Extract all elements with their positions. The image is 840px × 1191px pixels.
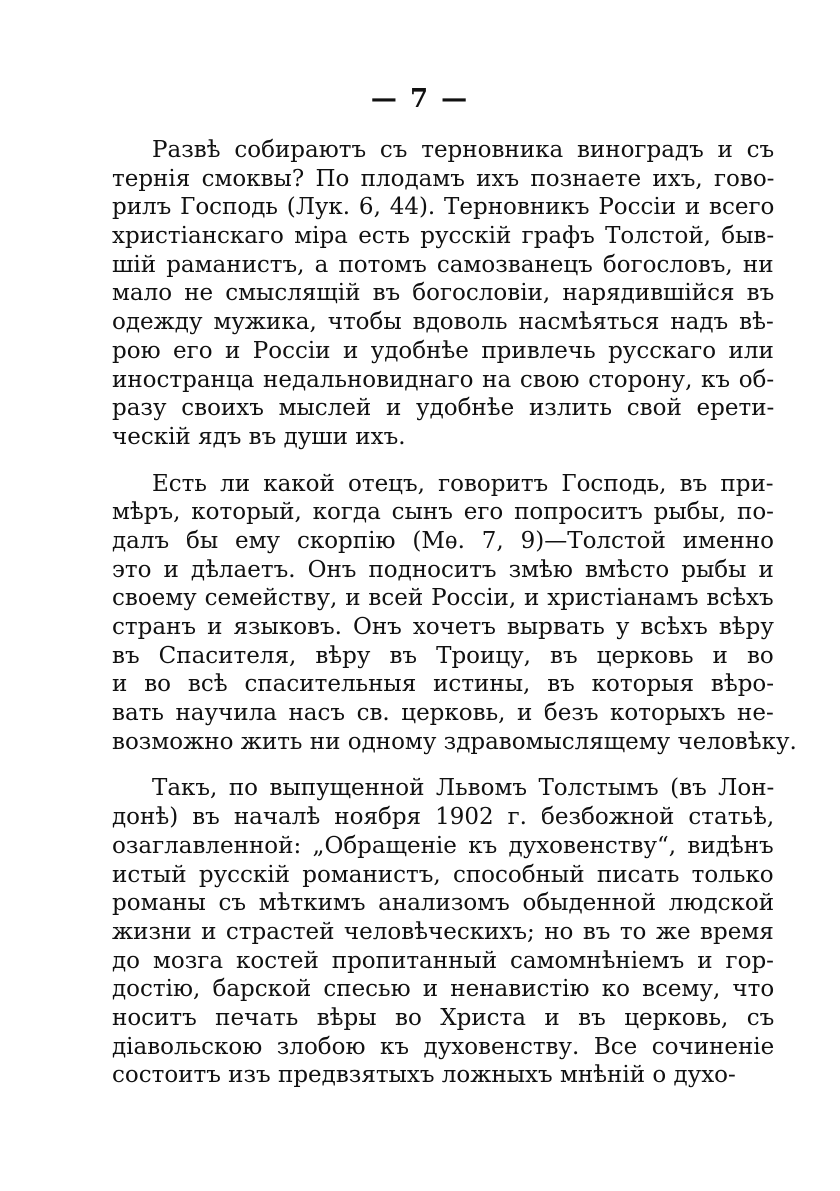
text-line: до мозга костей пропитанный самомнѣніемъ и гор-	[112, 947, 774, 974]
text-line: странъ и языковъ. Онъ хочетъ вырвать у всѣхъ вѣру	[112, 614, 774, 640]
text-line: одежду мужика, чтобы вдоволь насмѣяться надъ вѣ-	[112, 309, 774, 336]
text-line: далъ бы ему скорпію (Мѳ. 7, 9)—Толстой именно	[112, 527, 775, 554]
page-number: — 7 —	[370, 84, 470, 114]
body-text	[112, 136, 797, 1108]
text-line: состоитъ изъ предвзятыхъ ложныхъ мнѣній о духо-	[112, 1062, 736, 1089]
text-line: шій раманистъ, а потомъ самозванецъ богословъ, ни	[112, 251, 774, 278]
text-line: своему семейству, и всей Россіи, и христіанамъ всѣхъ	[112, 585, 774, 612]
text-line: рилъ Господь (Лук. 6, 44). Терновникъ Россіи и всего	[112, 194, 775, 221]
text-line: донѣ) въ началѣ ноября 1902 г. безбожной статьѣ,	[112, 804, 775, 831]
text-line: Есть ли какой отецъ, говоритъ Господь, въ при-	[152, 470, 774, 497]
text-line: романы съ мѣткимъ анализомъ обыденной людской	[112, 890, 775, 917]
text-line: озаглавленной: „Обращеніе къ духовенству“, видѣнъ	[112, 832, 774, 859]
paragraph	[112, 470, 797, 757]
text-line: достію, барской спесью и ненавистію ко всему, что	[112, 976, 775, 1003]
text-line: мало не смыслящій въ богословіи, нарядившійся въ	[112, 280, 775, 307]
text-line: истый русскій романистъ, способный писать только	[112, 861, 774, 888]
text-line: Такъ, по выпущенной Львомъ Толстымъ (въ Лон-	[152, 775, 775, 802]
text-line: діавольскою злобою къ духовенству. Все сочиненіе	[112, 1033, 775, 1060]
text-line: тернія смоквы? По плодамъ ихъ познаете ихъ, гово-	[112, 165, 775, 192]
text-line: разу своихъ мыслей и удобнѣе излить свой ерети-	[112, 395, 775, 422]
text-line: христіанскаго міра есть русскій графъ Толстой, быв-	[112, 223, 775, 250]
paragraph	[112, 774, 774, 1090]
text-line: въ Спасителя, вѣру въ Троицу, въ церковь и во	[112, 642, 774, 669]
text-line: и во всѣ спасительныя истины, въ которыя вѣро-	[112, 671, 775, 698]
text-line: носитъ печать вѣры во Христа и въ церковь, съ	[112, 1004, 775, 1031]
text-line: вать научила насъ св. церковь, и безъ которыхъ не-	[112, 700, 774, 727]
text-line: возможно жить ни одному здравомыслящему человѣку.	[112, 728, 797, 755]
text-line: рою его и Россіи и удобнѣе привлечь русскаго или	[112, 337, 774, 364]
text-line: жизни и страстей человѣческихъ; но въ то же время	[112, 918, 774, 945]
text-line: Развѣ собираютъ съ терновника виноградъ и съ	[152, 137, 775, 163]
text-line: иностранца недальновиднаго на свою сторону, къ об-	[112, 366, 775, 393]
text-line: ческій ядъ въ души ихъ.	[112, 423, 406, 450]
paragraph	[112, 136, 774, 452]
text-line: это и дѣлаетъ. Онъ подноситъ змѣю вмѣсто рыбы и	[112, 556, 774, 583]
text-line: мѣръ, который, когда сынъ его попроситъ рыбы, по-	[112, 499, 774, 526]
